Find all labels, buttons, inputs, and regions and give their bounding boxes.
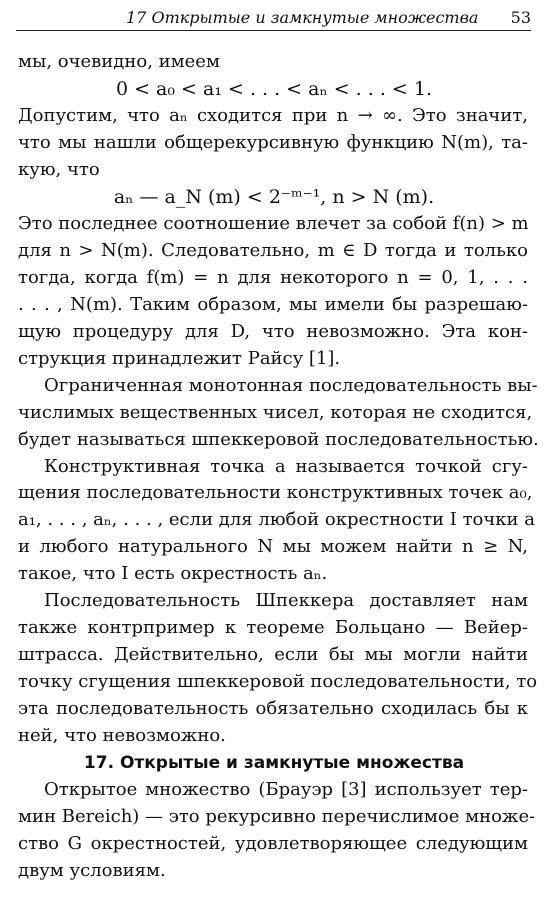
text-line: Допустим, что aₙ сходится при n → ∞. Это значит,	[18, 104, 528, 126]
text-line: будет называться шпеккеровой последовательностью.	[18, 428, 539, 450]
text-line: ство G окрестностей, удовлетворяющее следующим	[18, 833, 528, 855]
text-line: a₁, . . . , aₙ, . . . , если для любой окрестности I точки a	[18, 509, 535, 531]
text-line: точку сгущения шпеккеровой последовательности, то	[18, 671, 538, 693]
text-line: такое, что I есть окрестность aₙ.	[18, 563, 328, 585]
text-line: струкция принадлежит Райсу [1].	[18, 347, 341, 369]
text-line: Ограниченная монотонная последовательность вы-	[44, 374, 538, 396]
text-line: кую, что	[18, 158, 100, 180]
text-line: . . . , N(m). Таким образом, мы имели бы разрешаю-	[18, 293, 528, 315]
text-line: двум условиям.	[18, 860, 166, 882]
text-line: числимых вещественных чисел, которая не сходится,	[18, 401, 533, 423]
text-line: тогда, когда f(m) = n для некоторого n = 0, 1, . . .	[18, 266, 528, 288]
text-line: ней, что невозможно.	[18, 725, 226, 747]
text-line: мы, очевидно, имеем	[18, 51, 220, 72]
text-line: эта последовательность обязательно сходилась бы к	[18, 698, 528, 720]
formula-inequality-chain: 0 < a₀ < a₁ < . . . < aₙ < . . . < 1.	[115, 77, 433, 100]
text-line: также контрпример к теореме Больцано — Вейер-	[18, 617, 528, 639]
text-line: щую процедуру для D, что невозможно. Эта кон-	[18, 320, 528, 342]
text-line: мин Bereich) — это рекурсивно перечислимое множе-	[18, 806, 536, 828]
running-header	[16, 4, 531, 31]
text-line: и любого натурального N мы можем найти n ≥ N,	[18, 536, 528, 558]
text-line: Последовательность Шпеккера доставляет нам	[44, 590, 528, 612]
text-line: щения последовательности конструктивных точек a₀,	[18, 482, 533, 504]
text-line: что мы нашли общерекурсивную функцию N(m), та-	[18, 131, 528, 153]
text-line: для n > N(m). Следовательно, m ∈ D тогда и только	[18, 239, 528, 261]
page-number: 53	[510, 8, 531, 27]
section-heading: 17. Открытые и замкнутые множества	[83, 753, 465, 774]
text-line: Конструктивная точка a называется точкой сгу-	[44, 455, 528, 477]
formula-convergence-bound: aₙ — a_N (m) < 2⁻ᵐ⁻¹, n > N (m).	[113, 185, 435, 208]
running-title: 17 Открытые и замкнутые множества	[126, 8, 479, 27]
text-line: Это последнее соотношение влечет за собой f(n) > m	[18, 212, 529, 234]
text-line: штрасса. Действительно, если бы мы могли найти	[18, 644, 528, 666]
text-line: Открытое множество (Брауэр [3] использует тер-	[44, 779, 528, 801]
